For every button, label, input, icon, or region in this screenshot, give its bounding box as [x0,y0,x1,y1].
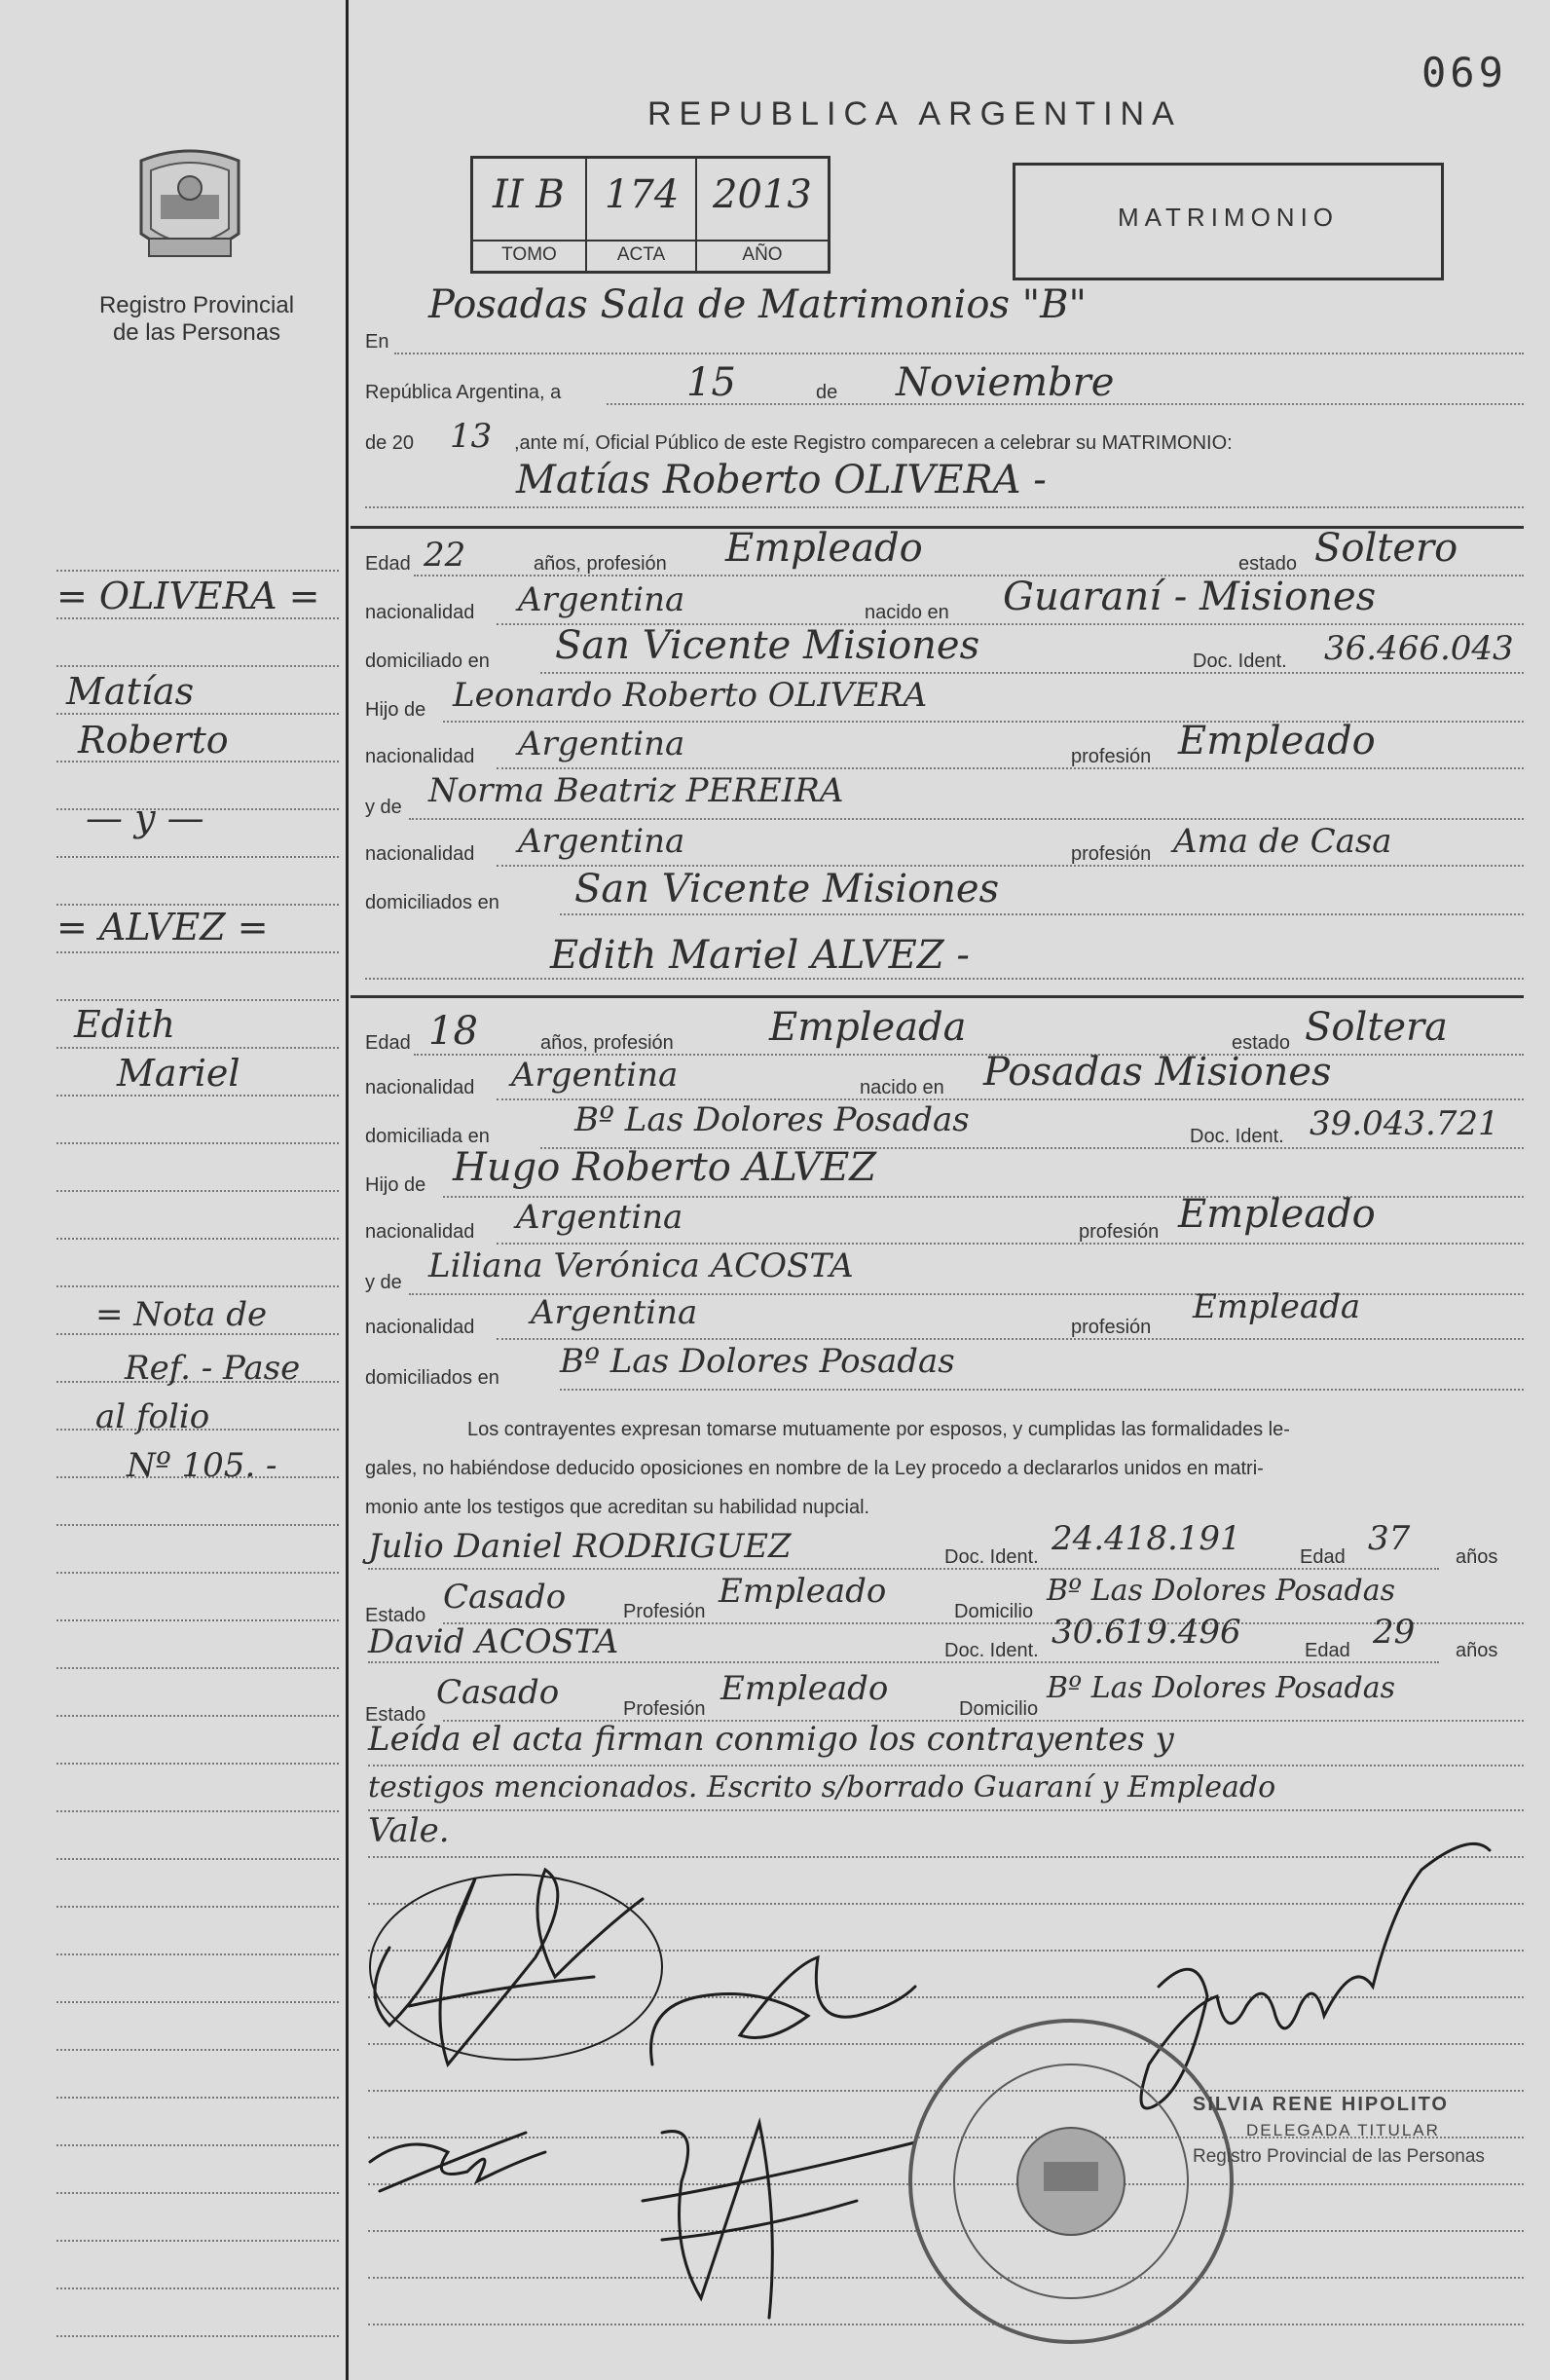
margin-rule [56,1142,339,1144]
bmother-prof: Empleada [1193,1287,1361,1326]
bride-prof: Empleada [769,1005,967,1050]
w1-prof-label: Profesión [623,1601,706,1622]
registry-stamp-icon [910,2021,1232,2342]
bfather-nac-label: nacionalidad [365,1221,475,1243]
margin-rule [56,1667,339,1669]
witness2-name: David ACOSTA [368,1622,619,1661]
bride-nacido: Posadas Misiones [983,1050,1332,1095]
witness1-prof: Empleado [719,1572,887,1611]
margin-rule [56,2001,339,2003]
bride-nac-label: nacionalidad [365,1077,475,1098]
groom-estado: Soltero [1314,526,1458,571]
ano-label: AÑO [742,244,783,265]
official-name: SILVIA RENE HIPOLITO [1193,2094,1449,2115]
bmother-nac: Argentina [531,1293,698,1332]
margin-divider [346,0,349,2380]
w1-anos-label: años [1456,1546,1498,1568]
margin-rule [56,2335,339,2337]
w1-estado-label: Estado [365,1605,426,1626]
gmother-nac: Argentina [518,822,685,861]
ano-value: 2013 [713,172,812,217]
bride-hijo-label: Hijo de [365,1174,426,1196]
witness1-name: Julio Daniel RODRIGUEZ [368,1527,792,1566]
groom-estado-label: estado [1238,553,1298,575]
acta-value: 174 [605,172,680,217]
bmother-prof-label: profesión [1071,1317,1152,1338]
official-title: DELEGADA TITULAR [1246,2121,1440,2139]
registry-line2: de las Personas [112,319,281,346]
margin-note-ref: Ref. - Pase [125,1349,301,1388]
declaration-line3: monio ante los testigos que acreditan su habilidad nupcial. [365,1497,870,1518]
witness1-age: 37 [1368,1519,1411,1558]
groom-edad-label: Edad [365,553,411,575]
signature-groom-icon [375,1870,643,2064]
margin-rule [56,1572,339,1574]
margin-rule [56,1858,339,1860]
w2-edad-label: Edad [1305,1640,1350,1661]
margin-rule [56,1810,339,1812]
declaration-line2: gales, no habiéndose deducido oposiciones en nombre de la Ley procedo a declararlos unidos en matri- [365,1458,1264,1479]
margin-note-nota: = Nota de [95,1295,268,1334]
bfather-prof: Empleado [1178,1192,1376,1237]
gparents-dom: San Vicente Misiones [574,867,1000,911]
gmother-yde-label: y de [365,797,402,818]
w2-prof-label: Profesión [623,1698,706,1720]
gfather-prof: Empleado [1178,719,1376,763]
margin-rule [56,856,339,858]
margin-note-edith: Edith [74,1003,175,1046]
margin-rule [56,617,339,619]
closing-line3: Vale. [368,1811,450,1850]
bride-dom-label: domiciliada en [365,1126,490,1147]
margin-rule [56,951,339,953]
bride-father: Hugo Roberto ALVEZ [453,1145,877,1190]
record-box [470,156,830,274]
gfather-nac: Argentina [518,725,685,763]
country-title: REPUBLICA ARGENTINA [647,95,1182,132]
margin-rule [56,1238,339,1240]
gfather-prof-label: profesión [1071,746,1152,767]
marriage-day: 15 [686,360,736,405]
groom-mother: Norma Beatriz PEREIRA [428,771,844,810]
en-label: En [365,331,389,353]
margin-rule [56,2097,339,2099]
marriage-place: Posadas Sala de Matrimonios "B" [428,282,1087,327]
groom-nac-label: nacionalidad [365,602,475,623]
acta-label: ACTA [616,244,666,265]
margin-rule [56,665,339,667]
bride-doc: 39.043.721 [1310,1104,1499,1143]
province-seal-icon [131,141,248,268]
official-org: Registro Provincial de las Personas [1193,2146,1485,2167]
groom-prof-label: años, profesión [534,553,667,575]
doc-type-box [1013,163,1444,280]
bfather-prof-label: profesión [1079,1221,1160,1243]
signature-official-icon [1141,1843,1490,2108]
bride-age: 18 [428,1009,478,1054]
w1-edad-label: Edad [1300,1546,1346,1568]
w2-dom-label: Domicilio [959,1698,1039,1720]
margin-rule [56,1715,339,1717]
signature-witness1-icon [651,1957,915,2064]
margin-rule [56,2144,339,2146]
w2-anos-label: años [1456,1640,1498,1661]
margin-note-number: Nº 105. - [127,1446,277,1485]
bride-nac: Argentina [511,1056,679,1095]
year-suffix: 13 [450,417,493,456]
rep-label: República Argentina, a [365,382,562,403]
witness1-dom: Bº Las Dolores Posadas [1047,1574,1396,1608]
gmother-nac-label: nacionalidad [365,843,475,865]
w2-doc-label: Doc. Ident. [944,1640,1039,1661]
gmother-prof-label: profesión [1071,843,1152,865]
groom-dom: San Vicente Misiones [555,623,980,668]
margin-rule [56,1285,339,1287]
groom-name: Matías Roberto OLIVERA - [516,458,1047,502]
declaration-text [365,1410,1504,1527]
declaration-line1: Los contrayentes expresan tomarse mutuamente por esposos, y cumplidas las formalidades le- [467,1419,1290,1440]
groom-age: 22 [424,536,466,575]
w2-estado-label: Estado [365,1704,426,1726]
margin-note-roberto: Roberto [78,719,229,762]
groom-doc: 36.466.043 [1324,629,1514,668]
bmother-yde-label: y de [365,1272,402,1293]
groom-doc-label: Doc. Ident. [1193,651,1287,672]
bride-doc-label: Doc. Ident. [1190,1126,1284,1147]
witness2-age: 29 [1373,1613,1416,1652]
bride-estado: Soltera [1305,1005,1448,1050]
registry-line1: Registro Provincial [98,292,295,318]
groom-nac: Argentina [518,580,685,619]
margin-note-alvez: = ALVEZ = [56,906,269,948]
bparents-dom-label: domiciliados en [365,1367,499,1389]
margin-rule [56,2240,339,2242]
bparents-dom: Bº Las Dolores Posadas [560,1342,955,1381]
gparents-dom-label: domiciliados en [365,892,499,913]
intro-clause: ,ante mí, Oficial Público de este Registro comparecen a celebrar su MATRIMONIO: [514,432,1233,454]
margin-rule [56,713,339,715]
margin-rule [56,1953,339,1955]
gfather-nac-label: nacionalidad [365,746,475,767]
bride-prof-label: años, profesión [540,1032,674,1054]
bride-estado-label: estado [1232,1032,1291,1054]
margin-rule [56,999,339,1001]
w1-doc-label: Doc. Ident. [944,1546,1039,1568]
margin-note-matias: Matías [66,670,195,713]
w1-dom-label: Domicilio [954,1601,1034,1622]
margin-rule [56,1524,339,1526]
witness2-doc: 30.619.496 [1052,1613,1241,1652]
margin-note-mariel: Mariel [117,1052,240,1095]
signature-bride-icon [370,2133,545,2191]
margin-rule [56,2192,339,2194]
margin-rule [56,1619,339,1621]
margin-rule [56,1095,339,1097]
page-number: 069 [1421,49,1507,96]
witness2-prof: Empleado [720,1669,889,1708]
margin-note-y: — y — [86,797,204,839]
year-prefix: de 20 [365,432,415,454]
margin-note-olivera: = OLIVERA = [56,575,320,617]
groom-prof: Empleado [725,526,923,571]
bride-edad-label: Edad [365,1032,411,1054]
margin-rule [56,2049,339,2051]
signature-witness2-icon [643,2123,915,2318]
bfather-nac: Argentina [516,1198,683,1237]
bride-name: Edith Mariel ALVEZ - [550,933,970,978]
witness2-estado: Casado [436,1673,560,1712]
closing-line1: Leída el acta firman conmigo los contrayentes y [368,1720,1174,1759]
margin-rule [56,2287,339,2289]
bmother-nac-label: nacionalidad [365,1317,475,1338]
closing-line2: testigos mencionados. Escrito s/borrado Guaraní y Empleado [368,1770,1276,1804]
groom-nacido: Guaraní - Misiones [1003,575,1377,619]
margin-rule [56,1763,339,1765]
bride-dom: Bº Las Dolores Posadas [574,1100,970,1139]
margin-note-folio: al folio [95,1397,210,1436]
groom-hijo-label: Hijo de [365,699,426,721]
margin-rule [56,570,339,572]
witness2-dom: Bº Las Dolores Posadas [1047,1671,1396,1705]
de-label: de [816,382,838,403]
registry-name [60,292,333,347]
tomo-label: TOMO [501,244,557,265]
margin-rule [56,1190,339,1192]
margin-rule [56,1047,339,1049]
margin-rule [56,1906,339,1908]
bride-nacido-label: nacido en [860,1077,944,1098]
witness1-estado: Casado [443,1578,567,1617]
groom-dom-label: domiciliado en [365,651,490,672]
groom-father: Leonardo Roberto OLIVERA [453,676,928,715]
bride-mother: Liliana Verónica ACOSTA [428,1246,854,1285]
marriage-month: Noviembre [896,360,1115,405]
gmother-prof: Ama de Casa [1173,822,1392,861]
tomo-value: II B [493,172,565,217]
groom-nacido-label: nacido en [865,602,949,623]
doc-type-title: MATRIMONIO [1117,203,1340,232]
witness1-doc: 24.418.191 [1052,1519,1241,1558]
